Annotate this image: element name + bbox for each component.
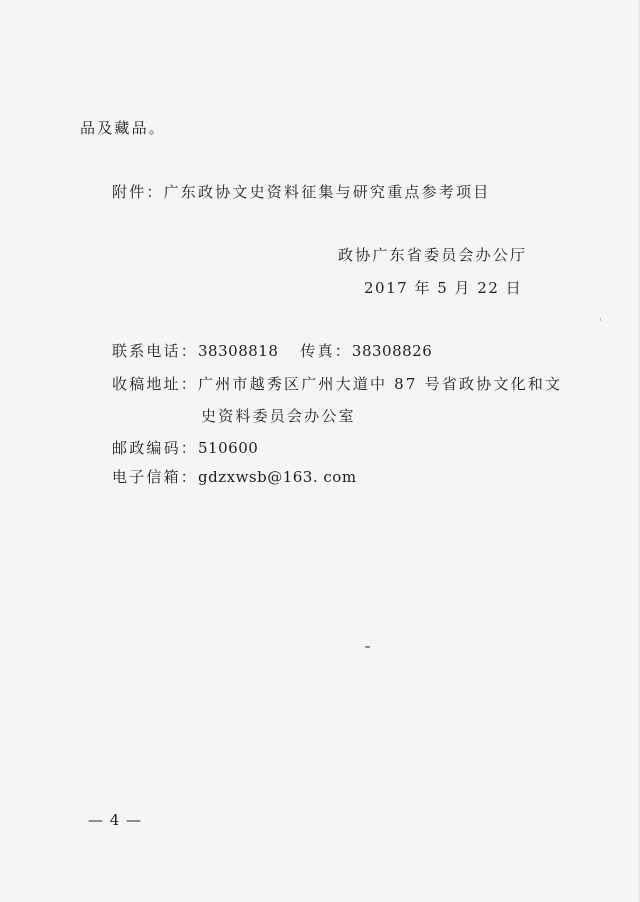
fax-value: 38308826: [351, 342, 433, 360]
contact-postcode-row: [112, 438, 258, 458]
attachment-line: 附件：广东政协文史资料征集与研究重点参考项目: [112, 183, 491, 201]
email-label: 电子信箱：: [112, 468, 199, 486]
scan-speck: [365, 646, 370, 648]
contact-email-row: [112, 467, 357, 487]
address-line-1: 广州市越秀区广州大道中 87 号省政协文化和文: [198, 375, 563, 393]
fax-label: 传真：: [300, 342, 352, 360]
address-label: 收稿地址：: [112, 375, 199, 393]
phone-label: 联系电话：: [112, 342, 199, 360]
contact-address-row: [112, 374, 562, 394]
opening-fragment: 品及藏品。: [80, 119, 167, 137]
issuer: 政协广东省委员会办公厅: [338, 246, 528, 264]
issue-date: 2017 年 5 月 22 日: [364, 279, 523, 297]
email-value: gdzxwsb@163. com: [198, 468, 357, 486]
address-line-2: 史资料委员会办公室: [201, 407, 356, 425]
postcode-label: 邮政编码：: [112, 439, 199, 457]
scan-speck: [600, 318, 601, 321]
postcode-value: 510600: [198, 439, 259, 457]
phone-value: 38308818: [198, 342, 279, 360]
contact-phone-row: [112, 341, 432, 361]
page-number: — 4 —: [88, 811, 143, 829]
